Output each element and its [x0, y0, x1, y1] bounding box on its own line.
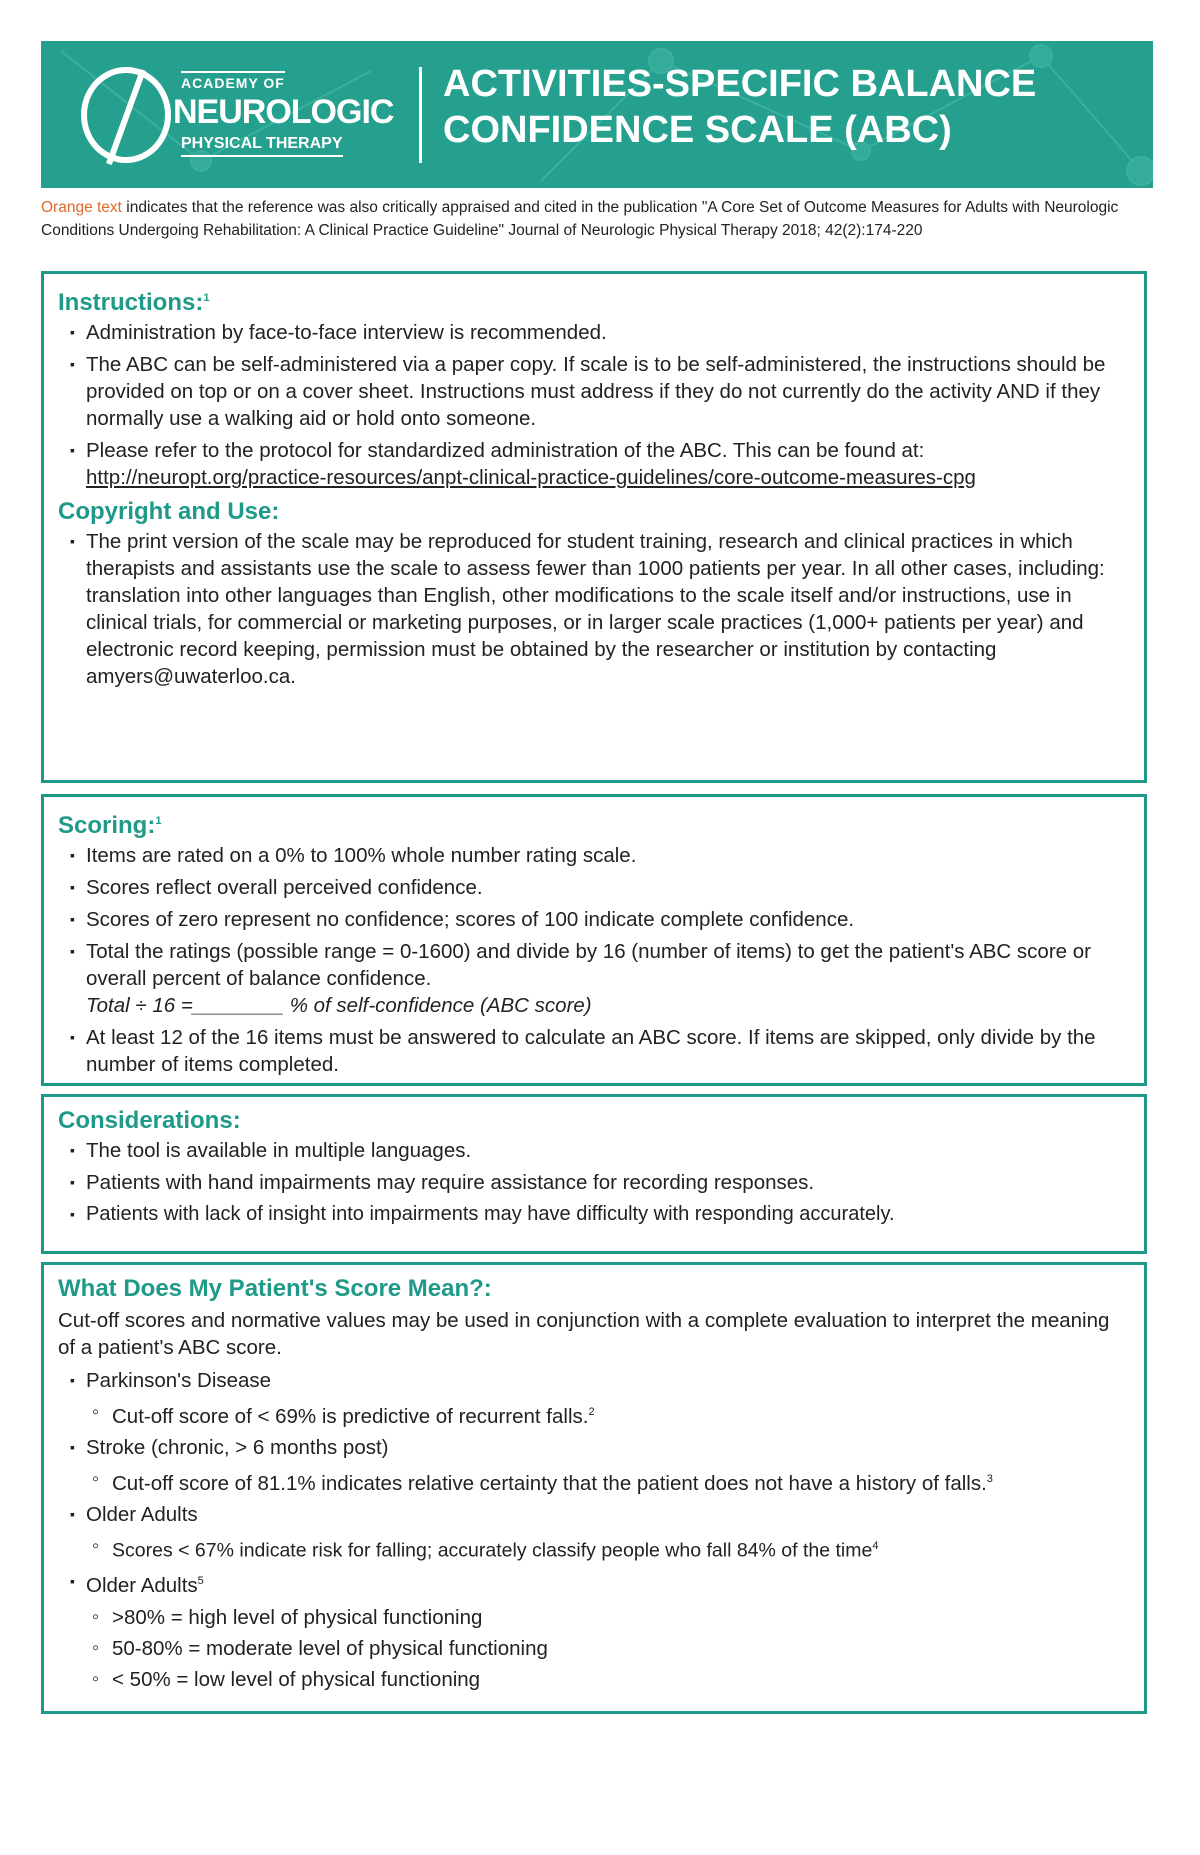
- instructions-section: [41, 271, 1147, 783]
- list-item: ▪ At least 12 of the 16 items must be answered to calculate an ABC score. If items are skipped, only divide by the number of items completed.: [58, 1024, 1130, 1078]
- considerations-section: [41, 1094, 1147, 1254]
- list-item: ▪ Patients with lack of insight into impairments may have difficulty with responding accurately.: [58, 1201, 1130, 1228]
- sub-item: ◦ < 50% = low level of physical functioning: [58, 1666, 1130, 1693]
- logo-line2: NEUROLOGIC: [173, 93, 394, 131]
- reference-note: [41, 196, 1141, 242]
- protocol-link[interactable]: http://neuropt.org/practice-resources/anpt-clinical-practice-guidelines/core-outcome-measures-cpg: [86, 466, 976, 489]
- scoring-heading: Scoring:$^1$: [58, 812, 162, 839]
- logo-line1: ACADEMY OF: [181, 71, 285, 91]
- title-line1: ACTIVITIES-SPECIFIC BALANCE: [443, 63, 1037, 105]
- header-banner: [41, 41, 1153, 188]
- sub-item: ◦ Cut-off score of 81.1% indicates relative certainty that the patient does not have a history of falls.$^3$: [58, 1466, 1130, 1497]
- group-item: ▪ Older Adults: [58, 1501, 1130, 1528]
- list-item: ▪ The tool is available in multiple languages.: [58, 1137, 1130, 1164]
- score-meaning-section: [41, 1262, 1147, 1714]
- logo-line3: PHYSICAL THERAPY: [181, 135, 343, 157]
- page-title: [443, 61, 1036, 153]
- list-item: ▪ Items are rated on a 0% to 100% whole number rating scale.: [58, 842, 1130, 869]
- orange-text-label: Orange text: [41, 199, 122, 216]
- list-item: ▪ Patients with hand impairments may require assistance for recording responses.: [58, 1169, 1130, 1196]
- copyright-heading: Copyright and Use:: [58, 498, 280, 525]
- list-item: ▪ Please refer to the protocol for standardized administration of the ABC. This can be found at: http://neuropt.org/practice-resources/anpt-clinical-practice-guidelines/core-outcome-measures-cpg: [58, 437, 1130, 491]
- anpt-logo: [81, 63, 431, 168]
- list-item: ▪ Scores of zero represent no confidence; scores of 100 indicate complete confidence.: [58, 906, 1130, 933]
- score-meaning-intro: Cut-off scores and normative values may be used in conjunction with a complete evaluation to interpret the meaning of a patient's ABC score.: [58, 1309, 1110, 1359]
- logo-mark-icon: [81, 67, 171, 163]
- sub-item: ◦ Scores < 67% indicate risk for falling; accurately classify people who fall 84% of the time$^4$: [58, 1533, 1130, 1565]
- group-item: ▪ Parkinson's Disease: [58, 1367, 1130, 1394]
- list-item: ▪ Total the ratings (possible range = 0-1600) and divide by 16 (number of items) to get the patient's ABC score or overall percent of balance confidence. Total ÷ 16 =________ % of self-confidence (ABC score): [58, 938, 1130, 1019]
- instructions-heading: Instructions:$^1$: [58, 289, 210, 316]
- score-formula: Total ÷ 16 =________ % of self-confidence (ABC score): [86, 994, 592, 1017]
- scoring-section: [41, 794, 1147, 1086]
- list-item: ▪ The ABC can be self-administered via a paper copy. If scale is to be self-administered, the instructions should be provided on top or on a cover sheet. Instructions must address if they do not currently do the activity AND if they normally use a walking aid or hold onto someone.: [58, 351, 1130, 432]
- considerations-heading: Considerations:: [58, 1107, 241, 1134]
- note-text: indicates that the reference was also critically appraised and cited in the publication "A Core Set of Outcome Measures for Adults with Neurologic Conditions Undergoing Rehabilitation: A Clinical Practice Guideline" Journal of Neurologic Physical Therapy 2018; 42(2):174-220: [41, 199, 1119, 239]
- group-item: ▪ Stroke (chronic, > 6 months post): [58, 1434, 1130, 1461]
- list-item: ▪ Administration by face-to-face interview is recommended.: [58, 319, 1130, 346]
- title-line2: CONFIDENCE SCALE (ABC): [443, 109, 952, 151]
- sub-item: ◦ Cut-off score of < 69% is predictive of recurrent falls.$^2$: [58, 1399, 1130, 1430]
- group-item: ▪ Older Adults$^5$: [58, 1568, 1130, 1599]
- sub-item: ◦ >80% = high level of physical functioning: [58, 1604, 1130, 1631]
- list-item: ▪ The print version of the scale may be reproduced for student training, research and clinical practices in which therapists and assistants use the scale to assess fewer than 1000 patients per year. In all other cases, including: translation into other languages than English, other modifications to the scale itself and/or instructions, use in clinical trials, for commercial or marketing purposes, or in larger scale practices (1,000+ patients per year) and electronic record keeping, permission must be obtained by the researcher or institution by contacting amyers@uwaterloo.ca.: [58, 528, 1130, 690]
- list-item: ▪ Scores reflect overall perceived confidence.: [58, 874, 1130, 901]
- sub-item: ◦ 50-80% = moderate level of physical functioning: [58, 1635, 1130, 1662]
- score-meaning-heading: What Does My Patient's Score Mean?:: [58, 1275, 492, 1302]
- header-divider: [419, 67, 422, 163]
